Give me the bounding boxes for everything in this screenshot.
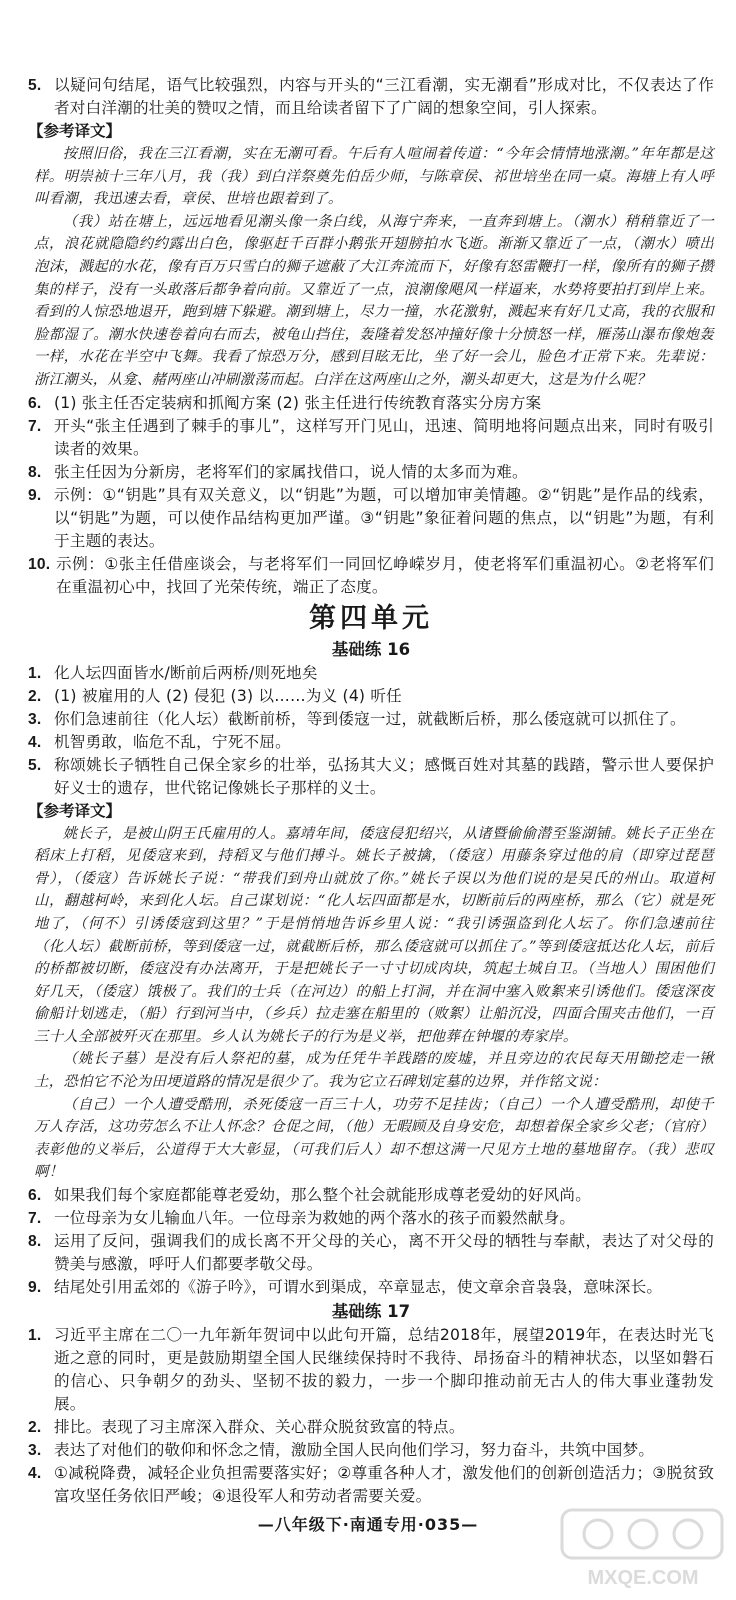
translation-paragraph: 姚长子，是被山阴王氏雇用的人。嘉靖年间，倭寇侵犯绍兴，从诸暨偷偷潜至鉴湖铺。姚长子正坐在稻床上打稻，见倭寇来到，持稻叉与他们搏斗。姚长子被擒，（倭寇）用藤条穿过他的肩（即穿过琵琶骨），（倭寇）告诉姚长子说：“带我们到舟山就放了你。”姚长子误以为他们说的是吴氏的州山。取道柯山，翻越柯岭，来到化人坛。自己谋划说：“化人坛四面都是水，切断前后的两座桥，那么（它）就是死地了，（何不）引诱倭寇到这里？”于是悄悄地告诉乡里人说：“我引诱强盗到化人坛了。你们急速前往（化人坛）截断前桥，等到倭寇一过，就截断后桥，那么倭寇就可以抓住了。”等到倭寇抵达化人坛，前后的桥都被切断，倭寇没有办法离开，于是把姚长子一寸寸切成肉块，筑起土城自卫。（当地人）围困他们好几天，（倭寇）饿极了。我们的士兵（在河边）的船上打洞，并在洞中塞入败絮来引诱他们。倭寇深夜偷船计划逃走，（船）行到河当中，（乡兵）拉走塞在船里的（败絮）让船沉没，四面合围夹击他们，一百三十人全部被歼灭在那里。乡人认为姚长子的行为是义举，把他葬在钟堰的寿家岸。 bbox=[34, 825, 714, 1045]
answer-item bbox=[28, 662, 714, 685]
answer-item bbox=[28, 1416, 714, 1439]
answer-item bbox=[28, 754, 714, 800]
answer-page bbox=[28, 74, 714, 1508]
answer-text: 习近平主席在二〇一九年新年贺词中以此句开篇，总结2018年，展望2019年，在表达时光飞逝之意的同时，更是鼓励期望全国人民继续保持时不我待、昂扬奋斗的精神状态，以坚如磐石的信心、只争朝夕的劲头、坚韧不拔的毅力，一步一个脚印推动前无古人的伟大事业蓬勃发展。 bbox=[54, 1326, 714, 1414]
answer-number: 7. bbox=[28, 1210, 42, 1228]
answer-item bbox=[28, 74, 714, 120]
unit-title: 第四单元 bbox=[309, 602, 433, 634]
answer-number: 7. bbox=[28, 417, 42, 435]
answer-item bbox=[28, 1184, 714, 1207]
answer-text: 机智勇敢，临危不乱，宁死不屈。 bbox=[54, 732, 291, 751]
section-title-17: 基础练 17 bbox=[331, 1302, 411, 1322]
answer-item bbox=[28, 484, 714, 553]
answer-text: 开头“张主任遇到了棘手的事儿”，这样写开门见山，迅速、简明地将问题点出来，同时有吸引读者的效果。 bbox=[54, 416, 714, 458]
answer-number: 6. bbox=[28, 1187, 42, 1205]
answer-number: 9. bbox=[28, 1279, 42, 1297]
answer-text: 一位母亲为女儿输血八年。一位母亲为救她的两个落水的孩子而毅然献身。 bbox=[54, 1209, 576, 1228]
answer-item bbox=[28, 461, 714, 484]
reference-translation-2 bbox=[28, 823, 714, 1185]
answers-top bbox=[28, 74, 714, 120]
translation-paragraph: （姚长子墓）是没有后人祭祀的墓，成为任凭牛羊践踏的废墟，并且旁边的农民每天用锄挖走一锹土，恐怕它不沦为田埂道路的情况是很少了。我为它立石碑划定墓的边界，并作铭文说： bbox=[34, 1051, 714, 1091]
answer-item bbox=[28, 685, 714, 708]
answers-mid bbox=[28, 392, 714, 599]
answers-16b bbox=[28, 1184, 714, 1299]
answer-number: 8. bbox=[28, 1233, 42, 1251]
answer-number: 4. bbox=[28, 733, 42, 751]
translation-paragraph: （我）站在塘上，远远地看见潮头像一条白线，从海宁奔来，一直奔到塘上。（潮水）稍稍靠近了一点，浪花就隐隐约约露出白色，像驱赶千百群小鹅张开翅膀拍水飞逝。渐渐又靠近了一点，（潮水）喷出泡沫，溅起的水花，像有百万只雪白的狮子遮蔽了大江奔流而下，好像有怒雷鞭打一样，像所有的狮子攒集的样子，没有一头敢落后都争着向前。又靠近了一点，浪潮像飓风一样逼来，水势将要拍打到岸上来。看到的人惊恐地退开，跑到塘下躲避。潮到塘上，尽力一撞，水花激射，溅起来有好几丈高，我的衣服和脸都湿了。潮水快速卷着向右而去，被龟山挡住，轰隆着发怒冲撞好像十分愤怒一样，雁荡山瀑布像炮轰一样，水花在半空中飞舞。我看了惊恐万分，感到目眩无比，坐了好一会儿，脸色才正常下来。先辈说：浙江潮头，从龛、赭两座山冲刷激荡而起。白洋在这两座山之外，潮头却更大，这是为什么呢？ bbox=[34, 213, 714, 388]
answer-number: 5. bbox=[28, 756, 42, 774]
reference-translation-label: 【参考译文】 bbox=[28, 801, 122, 820]
answers-16 bbox=[28, 662, 714, 800]
watermark-text: MXQE.COM bbox=[587, 1567, 699, 1589]
answer-item bbox=[28, 731, 714, 754]
answer-text: ①减税降费，减轻企业负担需要落实好；②尊重各种人才，激发他们的创新创造活力；③脱贫致富攻坚任务依旧严峻；④退役军人和劳动者需要关爱。 bbox=[54, 1464, 714, 1506]
answer-item bbox=[28, 553, 714, 599]
answer-item bbox=[28, 1207, 714, 1230]
answer-item bbox=[28, 1324, 714, 1416]
answer-number: 6. bbox=[28, 394, 42, 412]
answer-text: 你们急速前往（化人坛）截断前桥，等到倭寇一过，就截断后桥，那么倭寇就可以抓住了。 bbox=[54, 709, 686, 728]
answer-number: 1. bbox=[28, 664, 42, 682]
answer-number: 8. bbox=[28, 463, 42, 481]
answer-number: 3. bbox=[28, 710, 42, 728]
answer-item bbox=[28, 392, 714, 415]
answer-item bbox=[28, 708, 714, 731]
answers-17 bbox=[28, 1324, 714, 1508]
answer-text: 称颂姚长子牺牲自己保全家乡的壮举，弘扬其大义；感慨百姓对其墓的践踏，警示世人要保护好义士的遗存，世代铭记像姚长子那样的义士。 bbox=[54, 755, 714, 797]
answer-text: (1) 张主任否定装病和抓阄方案 (2) 张主任进行传统教育落实分房方案 bbox=[54, 393, 542, 412]
answer-text: 运用了反问，强调我们的成长离不开父母的关心，离不开父母的牺牲与奉献，表达了对父母的赞美与感激，呼吁人们都要孝敬父母。 bbox=[54, 1232, 714, 1274]
answer-item bbox=[28, 1276, 714, 1299]
answer-number: 4. bbox=[28, 1465, 42, 1483]
answer-number: 3. bbox=[28, 1442, 42, 1460]
answer-text: 示例：①“钥匙”具有双关意义，以“钥匙”为题，可以增加审美情趣。②“钥匙”是作品的线索，以“钥匙”为题，可以使作品结构更加严谨。③“钥匙”象征着问题的焦点，以“钥匙”为题，有利于主题的表达。 bbox=[54, 485, 714, 550]
answer-text: 结尾处引用孟郊的《游子吟》，可谓水到渠成，卒章显志，使文章余音袅袅，意味深长。 bbox=[54, 1278, 663, 1297]
answer-text: 张主任因为分新房，老将军们的家属找借口，说人情的太多而为难。 bbox=[54, 462, 528, 481]
watermark-logo bbox=[558, 1504, 728, 1594]
answer-number: 9. bbox=[28, 486, 42, 504]
answer-item bbox=[28, 1439, 714, 1462]
answer-number: 10. bbox=[28, 555, 51, 573]
answer-text: 示例：①张主任借座谈会，与老将军们一同回忆峥嵘岁月，使老将军们重温初心。②老将军们在重温初心中，找回了光荣传统，端正了态度。 bbox=[56, 554, 714, 596]
answer-text: 表达了对他们的敬仰和怀念之情，激励全国人民向他们学习，努力奋斗，共筑中国梦。 bbox=[54, 1441, 655, 1460]
answer-number: 5. bbox=[28, 77, 42, 94]
answer-text: (1) 被雇用的人 (2) 侵犯 (3) 以……为义 (4) 听任 bbox=[54, 686, 402, 705]
answer-text: 排比。表现了习主席深入群众、关心群众脱贫致富的特点。 bbox=[54, 1418, 465, 1437]
answer-text: 以疑问句结尾，语气比较强烈，内容与开头的“三江看潮，实无潮看”形成对比，不仅表达了作者对白洋潮的壮美的赞叹之情，而且给读者留下了广阔的想象空间，引人探索。 bbox=[54, 76, 714, 117]
answer-item bbox=[28, 415, 714, 461]
answer-item bbox=[28, 1462, 714, 1508]
answer-item bbox=[28, 1230, 714, 1276]
answer-text: 化人坛四面皆水/断前后两桥/则死地矣 bbox=[54, 663, 318, 682]
answer-number: 2. bbox=[28, 1419, 42, 1437]
answer-number: 1. bbox=[28, 1327, 42, 1345]
section-title-16: 基础练 16 bbox=[331, 639, 411, 659]
translation-paragraph: （自己）一个人遭受酷刑，杀死倭寇一百三十人，功劳不足挂齿；（自己）一个人遭受酷刑，却使千万人存活，这功劳怎么不让人怀念？仓促之间，（他）无暇顾及自身安危，却想着保全家乡父老；（官府）表彰他的义举后，公道得于大大彰显，（可我们后人）却不想这满一尺见方土地的墓地留存。（我）悲叹啊！ bbox=[34, 1096, 714, 1181]
translation-paragraph: 按照旧俗，我在三江看潮，实在无潮可看。午后有人喧闹着传道：“今年会情情地涨潮。”年年都是这样。明崇祯十三年八月，我（我）到白洋祭奠先伯岳少师，与陈章侯、祁世培坐在同一桌。海塘上有人呼叫看潮，我迅速去看，章侯、世培也跟着到了。 bbox=[34, 146, 714, 208]
answer-number: 2. bbox=[28, 687, 42, 705]
answer-text: 如果我们每个家庭都能尊老爱幼，那么整个社会就能形成尊老爱幼的好风尚。 bbox=[54, 1186, 591, 1205]
reference-translation-label: 【参考译文】 bbox=[28, 122, 122, 140]
page-footer: —八年级下·南通专用·035— bbox=[257, 1515, 479, 1534]
reference-translation-1 bbox=[28, 143, 714, 392]
